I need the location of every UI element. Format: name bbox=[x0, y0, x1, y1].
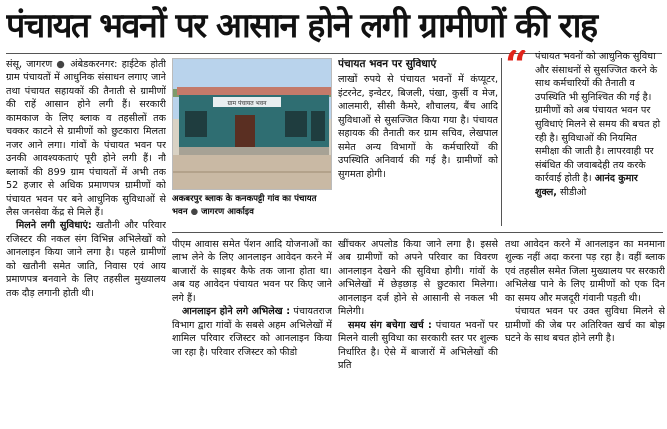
plinth bbox=[179, 147, 329, 155]
official-quote bbox=[505, 50, 663, 226]
lower-section-rule bbox=[172, 232, 663, 233]
side-window bbox=[311, 111, 325, 141]
col1-lead-text: हाईटेक होती ग्राम पंचायतों में आधुनिक संसाधन लगाए जाने तथा पंचायत सहायकों की तैनाती से ग्रामीणों की राहें आसान होने लगी हैं। सरकारी कामकाज के लिए ब्लाक व तहसीलों तक चक्कर काटने से ग्रामीणों को छुटकारा मिलता नजर आने लगा। गांवों के पंचायत भवन पर उनकी आवश्यकताएं पूरी होने लगी हैं। नौ ब्लाकों की 899 ग्राम पंचायतों में अभी तक 52 हजार से अधिक प्रमाणपत्र ग्रामीणों को पंचायत भवन पर बने आधुनिक सुविधाओं से लैस जनसेवा केंद्र से मिले हैं। bbox=[6, 59, 166, 218]
col1-sub1-text: खतौनी और परिवार रजिस्टर की नकल संग विभिन्न अभिलेखों को आनलाइन किया जाने लगा है। पहले ग्रामीणों को खतौनी समेत जाति, निवास एवं आय प्रमाणपत्र बनवाने के लिए तहसील मुख्यालय तक दौड़ लगानी होती थी। bbox=[6, 220, 166, 299]
col2-sub-heading: आनलाइन होने लगे अभिलेख : bbox=[182, 306, 291, 318]
col3-sub-heading: समय संग बचेगा खर्च : bbox=[348, 319, 432, 331]
quote-mark-icon: “ bbox=[505, 50, 529, 89]
caption-text: अकबरपुर ब्लाक के कनकपट्टी गांव का पंचायत भवन bbox=[172, 194, 317, 217]
photo-caption: अकबरपुर ब्लाक के कनकपट्टी गांव का पंचायत भवन ● जागरण आर्काइव bbox=[172, 194, 317, 217]
building-illustration bbox=[173, 59, 332, 190]
col4-paragraph-1: तथा आवेदन करने में आनलाइन का मनमाना शुल्क नहीं अदा करना पड़ रहा है। वहीं ब्लाक एवं तहसील समेत जिला मुख्यालय पर सरकारी अभिलेख पाने के लिए ग्रामीणों को एक दिन का समय और मजदूरी गंवानी पड़ती थी। bbox=[505, 239, 665, 304]
caption-credit: जागरण आर्काइव bbox=[201, 207, 254, 217]
paving-line bbox=[173, 171, 332, 173]
facilities-box bbox=[338, 58, 498, 228]
right-window bbox=[285, 111, 307, 137]
col1-sub1-heading: मिलने लगी सुविधाएं: bbox=[16, 220, 92, 232]
col4-paragraph-2: पंचायत भवन पर उक्त सुविधा मिलने से ग्रामीणों की जेब पर अतिरिक्त खर्च का बोझ घटने के साथ बचत होने लगी है। bbox=[505, 306, 665, 345]
col1-sub1-paragraph bbox=[6, 219, 166, 300]
column-4 bbox=[505, 238, 665, 424]
panchayat-building-photo bbox=[172, 58, 332, 190]
column-2 bbox=[172, 238, 332, 424]
col3-sub-paragraph bbox=[338, 319, 498, 373]
quote-text: पंचायत भवनों को आधुनिक सुविधा और संसाधनों से सुसज्जित करने के साथ कर्मचारियों की तैनाती व उपस्थिति भी सुनिश्चित की गई है। ग्रामीणों को अब पंचायत भवन पर सुविधाएं मिलने से समय की बचत हो रही है। सुविधाओं की नियमित समीक्षा की जाती है। लापरवाही पर संबंधित की जवाबदेही तय करके कार्रवाई होती है। bbox=[535, 51, 661, 185]
quote-byline: आनंद कुमार शुक्ल, bbox=[535, 173, 638, 198]
col3-paragraph-1: खींचकर अपलोड किया जाने लगा है। इससे अब ग्रामीणों को अपने परिवार का विवरण आनलाइन देखने की सुविधा होगी। गांवों के अभिलेखों में छेड़छाड़ से छुटकारा मिलेगा। आनलाइन दर्ज होने से आसानी से नकल भी मिलेगी। bbox=[338, 239, 498, 318]
column-1 bbox=[6, 58, 166, 424]
quote-paragraph bbox=[505, 50, 663, 200]
dateline-place: अंबेडकरनगर: bbox=[70, 59, 118, 70]
col1-lead-paragraph: संसू, जागरण ● अंबेडकरनगर: हाईटेक होती ग्राम पंचायतों में आधुनिक संसाधन लगाए जाने तथा पंचायत सहायकों की तैनाती से ग्रामीणों की राहें आसान होने लगी हैं। सरकारी कामकाज के लिए ब्लाक व तहसीलों तक चक्कर काटने से ग्रामीणों को छुटकारा मिलता नजर आने लगा। गांवों के पंचायत भवन पर उनकी आवश्यकताएं पूरी होने लगी हैं। नौ ब्लाकों की 899 ग्राम पंचायतों में अभी तक 52 हजार से अधिक प्रमाणपत्र ग्रामीणों को पंचायत भवन पर बने आधुनिक सुविधाओं से लैस जनसेवा केंद्र से मिले हैं। bbox=[6, 59, 166, 218]
col2-sub-text: पंचायतराज विभाग द्वारा गांवों के सबसे अहम अभिलेखों में शामिल परिवार रजिस्टर को आनलाइन किया जा रहा है। परिवार रजिस्टर को फीडो bbox=[172, 306, 332, 358]
left-window bbox=[185, 111, 207, 137]
column-3 bbox=[338, 238, 498, 424]
building-sign-text: ग्राम पंचायत भवन bbox=[227, 100, 267, 107]
col3-sub-text: पंचायत भवनों पर मिलने वाली सुविधा का सरकारी स्तर पर शुल्क निर्धारित है। ऐसे में बाजारों में अभिलेखों की प्रति bbox=[338, 319, 498, 372]
quote-role: सीडीओ bbox=[559, 186, 587, 198]
col2-sub-paragraph bbox=[172, 305, 332, 359]
door bbox=[235, 115, 255, 151]
facilities-box-text: लाखों रुपये से पंचायत भवनों में कंप्यूटर, इंटरनेट, इन्वेटर, बिजली, पंखा, कुर्सी व मेज, आलमारी, सीसी कैमरे, शौचालय, बैंच आदि सुविधाओं से सुसज्जित किया गया है। पंचायत सहायक की तैनाती कर ग्राम सचिव, लेखपाल समेत अन्य विभागों के कर्मचारियों की उपस्थिति अनिवार्य की गई है। ग्रामीणों को सुगमता होगी। bbox=[338, 74, 498, 180]
roof-parapet bbox=[177, 87, 331, 95]
box-divider bbox=[501, 58, 502, 226]
facilities-box-title: पंचायत भवन पर सुविधाएं bbox=[338, 58, 437, 70]
headline: पंचायत भवनों पर आसान होने लगी ग्रामीणों की राह bbox=[6, 6, 597, 46]
dateline: संसू, जागरण bbox=[6, 59, 53, 70]
col2-paragraph-1: पीएम आवास समेत पेंशन आदि योजनाओं का लाभ लेने के लिए आनलाइन आवेदन करने में बाजारों के साइबर कैफे तक जाना होता था। अब यह आवेदन पंचायत भवन पर किए जाने लगे हैं। bbox=[172, 239, 332, 304]
